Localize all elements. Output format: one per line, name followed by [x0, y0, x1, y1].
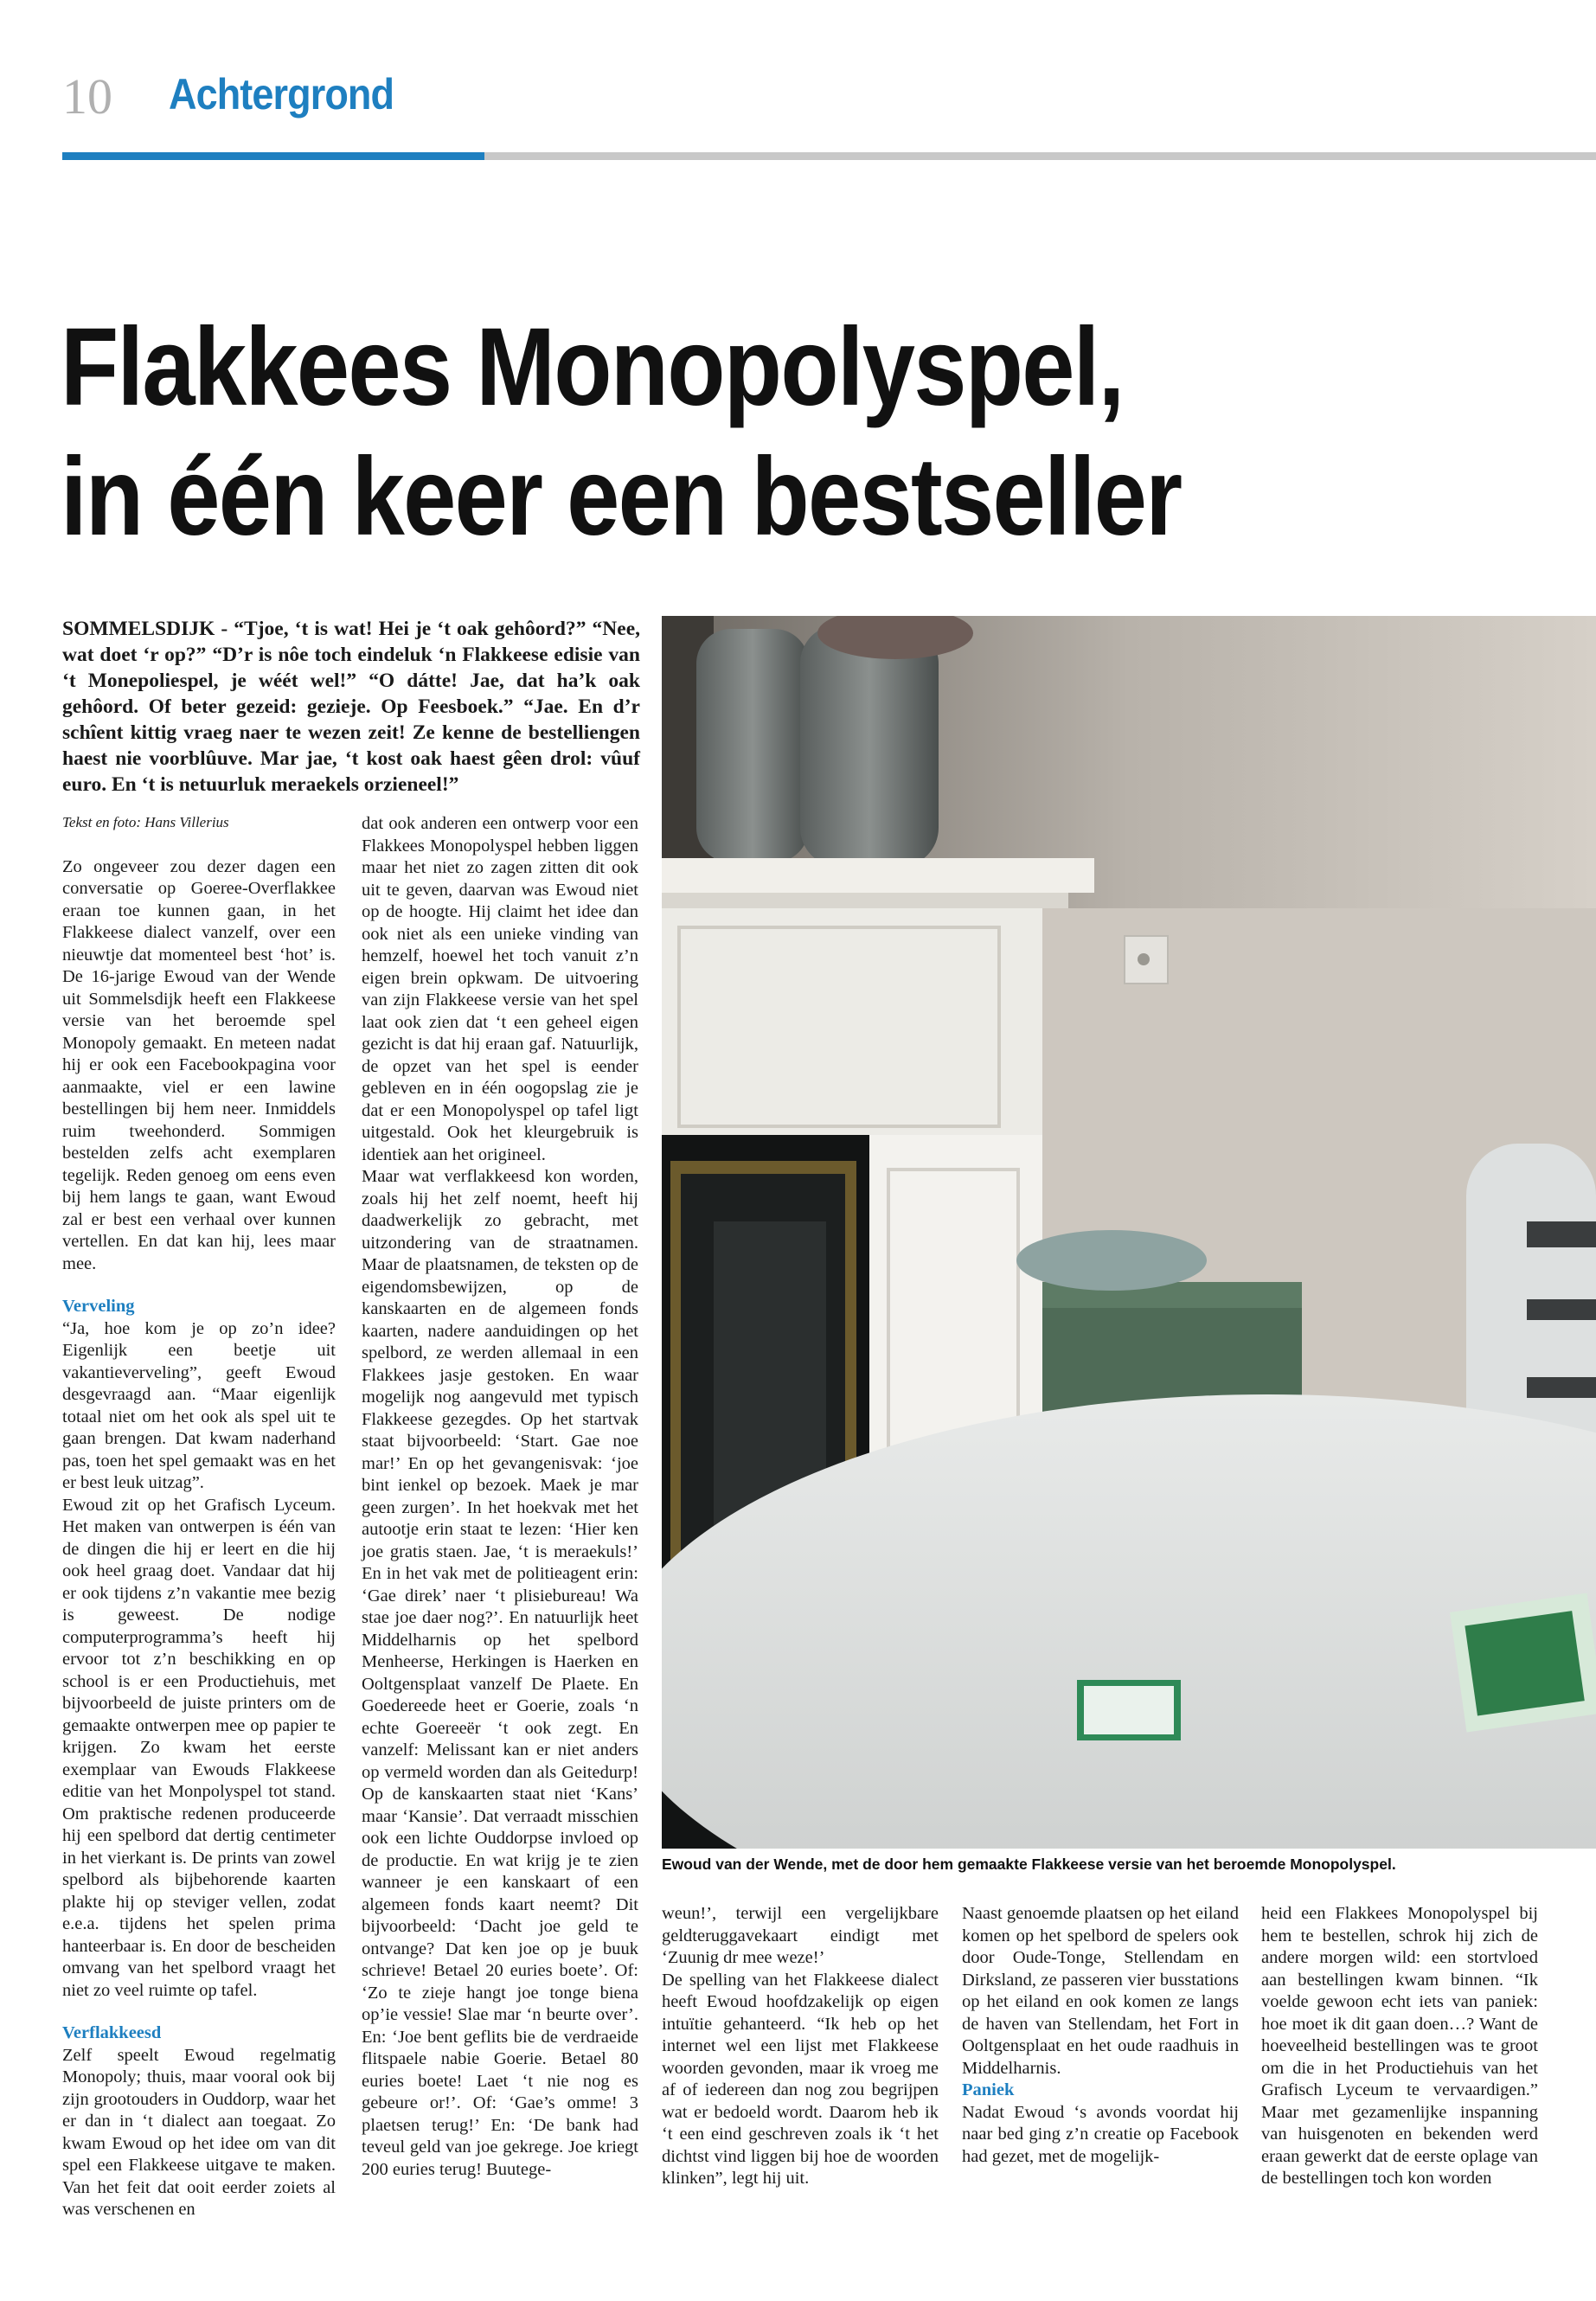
paragraph: Ewoud zit op het Grafisch Lyceum. Het maken van ontwerpen is één van de dingen die hij er leert en die hij ook heel graag doet. Vandaar dat hij er ook tijdens z’n vakantie mee bezig is geweest. De nodige computerprogramma’s heeft hij ervoor tot z’n beschikking en op school is er een Productiehuis, met bijvoorbeeld de juiste printers om de gemaakte ontwerpen mee op papier te krijgen. Zo kwam het eerste exemplaar van Ewouds Flakkeese editie van het Monpolyspel tot stand. Om praktische redenen produceerde hij een spelbord dat dertig centimeter in het vierkant is. De prints van zowel spelbord als bijbehorende kaarten plakte hij op steviger vellen, zodat e.e.a. tijdens het spelen prima hanteerbaar is. En door de bescheiden omvang van het spelbord vraagt het niet zo veel ruimte op tafel. [62, 1495, 336, 2000]
byline: Tekst en foto: Hans Villerius [62, 814, 229, 830]
paragraph: De spelling van het Flakkeese dialect heeft Ewoud hoofdzakelijk op eigen intuïtie gehanteerd. “Ik heb op het internet wel een lijst met Flakkeese woorden gevonden, maar ik vroeg me af of iedereen dan nog zou begrijpen wat er bedoeld wordt. Daarom heb ik ‘t een eind geschreven zoals ik ‘t het dichtst vind liggen bij hoe de woorden klinken”, legt hij uit. [662, 1970, 939, 2188]
paragraph: Zelf speelt Ewoud regelmatig Monopoly; thuis, maar vooral ook bij zijn grootouders in Ouddorp, waar het er dan in ‘t dialect aan toegaat. Zo kwam Ewoud op het idee om van dit spel een Flakkeese uitgave te maken. Van het feit dat ooit eerder zoiets al was verschenen en [62, 2045, 336, 2219]
page-header [62, 67, 1596, 163]
paragraph: “Ja, hoe kom je op zo’n idee? Eigenlijk een beetje uit vakantieverveling”, geeft Ewoud desgevraagd aan. “Maar eigenlijk totaal niet om het ook als spel uit te gaan brengen. Dat kwam naderhand pas, toen het spel gemaakt was en het er best leuk uitzag”. [62, 1318, 336, 1492]
article-column-4 [962, 1903, 1239, 2168]
paragraph: heid een Flakkees Monopolyspel bij hem te bestellen, schrok hij zich de andere morgen wild: een stortvloed aan bestellingen kwam binnen. “Ik voelde gewoon echt iets van paniek: hoe moet ik dit gaan doen…? Want de hoeveelheid bestellingen was te groot om die in het Productiehuis van het Grafisch Lyceum te vervaardigen.” Maar met gezamenlijke inspanning van huisgenoten en bekenden werd eraan gewerkt dat de eerste oplage van de bestellingen toch kon worden [1261, 1904, 1538, 2188]
paragraph: Zo ongeveer zou dezer dagen een conversatie op Goeree-Overflakkee eraan toe kunnen gaan, in het Flakkeese dialect vanzelf, over een nieuwtje dat momenteel best ‘hot’ is. De 16-jarige Ewoud van der Wende uit Sommelsdijk heeft een Flakkeese versie van het beroemde spel Monopoly gemaakt. En meteen nadat hij er ook een Facebookpagina voor aanmaakte, viel er een lawine bestellingen bij hem neer. Inmiddels ruim tweehonderd. Sommigen bestelden zelfs acht exemplaren tegelijk. Reden genoeg om eens even bij hem langs te gaan, want Ewoud zal er best een verhaal over kunnen vertellen. En dat kan hij, lees maar mee. [62, 856, 336, 1273]
article-headline [61, 303, 1325, 562]
article-column-3 [662, 1903, 939, 2190]
fireplace-photo-illustration [662, 616, 1596, 1849]
page-number: 10 [62, 68, 112, 125]
article-lead: SOMMELSDIJK - “Tjoe, ‘t is wat! Hei je ‘t oak gehôord?” “Nee, wat doet ‘r op?” “D’r is nôe toch eindeluk ‘n Flakkeese edisie van ‘t Monepoliespel, je wéét wel!” “O dátte! Jae, dat ha’k oak gehôord. Of beter gezeid: gezieje. Op Feesboek.” “Jae. En d’r schîent kittig vraeg naer te wezen zeit! Ze kenne de bestelliengen haest nie voorblûuve. Mar jae, ‘t kost oak haest gêen drol: vûuf euro. En ‘t is netuurluk meraekels orzieneel!” [62, 618, 640, 796]
subheading-verveling: Verveling [62, 1297, 135, 1316]
header-rule-accent [62, 152, 484, 160]
article-column-5 [1261, 1903, 1538, 2190]
paragraph: dat ook anderen een ontwerp voor een Flakkees Monopolyspel hebben liggen maar het niet zo zagen zitten dit ook uit te geven, daarvan was Ewoud niet op de hoogte. Hij claimt het idee dan ook niet als een unieke vinding van hemzelf, hoewel het toch vanuit z’n eigen brein opkwam. De uitvoering van zijn Flakkeese versie van het spel laat ook zien dat ‘t een geheel eigen gezicht is dat hij eraan gaf. Natuurlijk, de opzet van het spel is eender gebleven en in één oogopslag zie je dat er een Monopolyspel op tafel ligt uitgestald. Ook het kleurgebruik is identiek aan het origineel. [362, 814, 638, 1164]
article-photo [662, 616, 1596, 1849]
paragraph: Naast genoemde plaatsen op het eiland komen op het spelbord de spelers ook door Oude-Tonge, Stellendam en Dirksland, ze passeren vier busstations op het eiland en ook komen ze langs de haven van Stellendam, het Fort in Ooltgensplaat en het oude raadhuis in Middelharnis. [962, 1904, 1239, 2078]
subheading-verflakkeesd: Verflakkeesd [62, 2023, 162, 2042]
section-title: Achtergrond [169, 70, 394, 119]
subheading-paniek: Paniek [962, 2080, 1015, 2099]
photo-caption: Ewoud van der Wende, met de door hem gemaakte Flakkeese versie van het beroemde Monopolyspel. [662, 1856, 1396, 1873]
article-column-2 [362, 813, 638, 2181]
paragraph: weun!’, terwijl een vergelijkbare geldteruggavekaart eindigt met ‘Zuunig dr mee weze!’ [662, 1904, 939, 1967]
paragraph: Maar wat verflakkeesd kon worden, zoals hij het zelf noemt, heeft hij daadwerkelijk zo gebracht, met uitzondering van de straatnamen. Maar de plaatsnamen, de teksten op de eigendomsbewijzen, op de kanskaarten en de algemeen fonds kaarten, nadere aanduidingen op het spelbord, ze werden allemaal in een Flakkees jasje gestoken. En waar mogelijk nog aangevuld met typisch Flakkeese gezegdes. Op het startvak staat bijvoorbeeld: ‘Start. Gae noe mar!’ En op het gevangenisvak: ‘joe bint ienkel op bezoek. Maek je mar geen zurgen’. In het hoekvak met het autootje erin staat te lezen: ‘Hier ken joe gratis staen. Jae, ‘t is meraekuls!’ En in het vak met de politieagent erin: ‘Gae direk’ naer ‘t plisiebureau! Wa stae joe daer nog?’. En natuurlijk heet Middelharnis op het spelbord Menheerse, Herkingen is Haerken en Ooltgensplaat vanzelf De Plaete. En Goedereede heet er Goerie, zoals ‘n echte Goereeër ‘t ook zegt. En vanzelf: Melissant kan er niet anders op vermeld worden dan als Geitedurp! Op de kanskaarten staat niet ‘Kans’ maar ‘Kansie’. Dat verraadt misschien ook een lichte Ouddorpse invloed op de productie. En wat krijg je te zien wanneer je een kanskaart of een algemeen fonds kaart neemt? Dit bijvoorbeeld: ‘Dacht joe geld te ontvange? Dat ken joe op je buuk schrieve! Betael 20 euries boete’. Of: ‘Zo te zieje hangt joe tonge biena op’ie vessie! Slae mar ‘n beurte over’. En: ‘Joe bent geflits bie de verdraeide flitspaele nabie Goerie. Betael 80 euries boete! Laet ‘t nie nog es gebeure or!’. Of: ‘Gae’s omme! 3 plaetsen terug!’ En: ‘De bank had teveul geld van joe gekrege. Joe kriegt 200 euries terug! Buutege- [362, 1167, 638, 2179]
paragraph: Nadat Ewoud ‘s avonds voordat hij naar bed ging z’n creatie op Facebook had gezet, met de mogelijk- [962, 2102, 1239, 2166]
header-rule [484, 152, 1596, 160]
headline-line-2: in één keer een bestseller [61, 435, 1182, 559]
article-column-1 [62, 811, 336, 2221]
headline-line-1: Flakkees Monopolyspel, [61, 305, 1124, 429]
